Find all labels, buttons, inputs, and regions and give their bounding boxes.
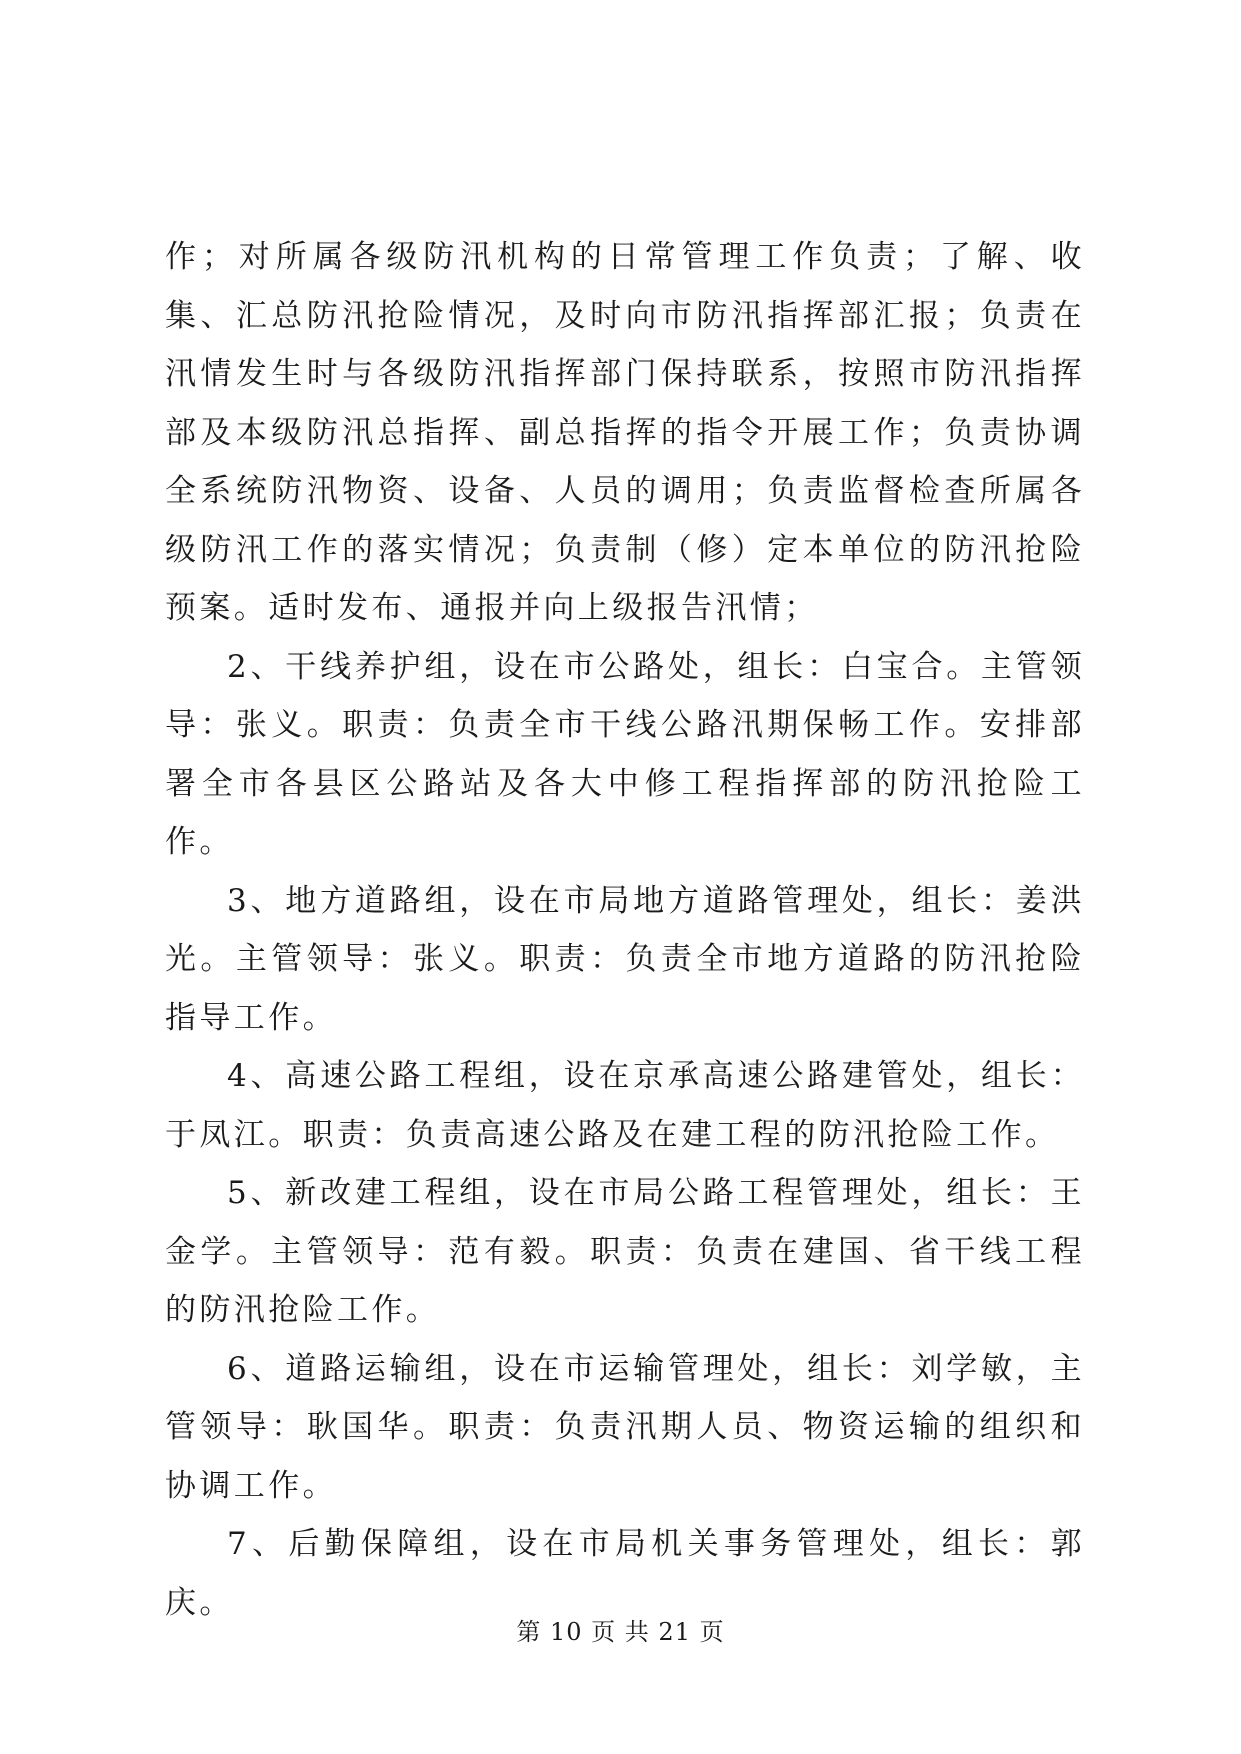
document-body xyxy=(165,228,1085,1632)
page-number-footer: 第 10 页 共 21 页 xyxy=(516,1618,725,1646)
paragraph-road-transport-group: 6、道路运输组，设在市运输管理处，组长：刘学敏，主管领导：耿国华。职责：负责汛期人员、物资运输的组织和协调工作。 xyxy=(165,1350,1085,1504)
paragraph-expressway-group: 4、高速公路工程组，设在京承高速公路建管处，组长：于凤江。职责：负责高速公路及在建工程的防汛抢险工作。 xyxy=(165,1058,1085,1153)
paragraph-local-road-group: 3、地方道路组，设在市局地方道路管理处，组长：姜洪光。主管领导：张义。职责：负责全市地方道路的防汛抢险指导工作。 xyxy=(165,882,1085,1036)
paragraph-responsibilities-continued: 作；对所属各级防汛机构的日常管理工作负责；了解、收集、汇总防汛抢险情况，及时向市防汛指挥部汇报；负责在汛情发生时与各级防汛指挥部门保持联系，按照市防汛指挥部及本级防汛总指挥、副总指挥的指令开展工作；负责协调全系统防汛物资、设备、人员的调用；负责监督检查所属各级防汛工作的落实情况；负责制（修）定本单位的防汛抢险预案。适时发布、通报并向上级报告汛情； xyxy=(165,239,1085,626)
paragraph-logistics-group: 7、后勤保障组，设在市局机关事务管理处，组长：郭庆。 xyxy=(165,1526,1085,1621)
paragraph-trunk-maintenance-group: 2、干线养护组，设在市公路处，组长：白宝合。主管领导：张义。职责：负责全市干线公路汛期保畅工作。安排部署全市各县区公路站及各大中修工程指挥部的防汛抢险工作。 xyxy=(165,648,1085,860)
paragraph-new-construction-group: 5、新改建工程组，设在市局公路工程管理处，组长：王金学。主管领导：范有毅。职责：负责在建国、省干线工程的防汛抢险工作。 xyxy=(165,1175,1085,1328)
